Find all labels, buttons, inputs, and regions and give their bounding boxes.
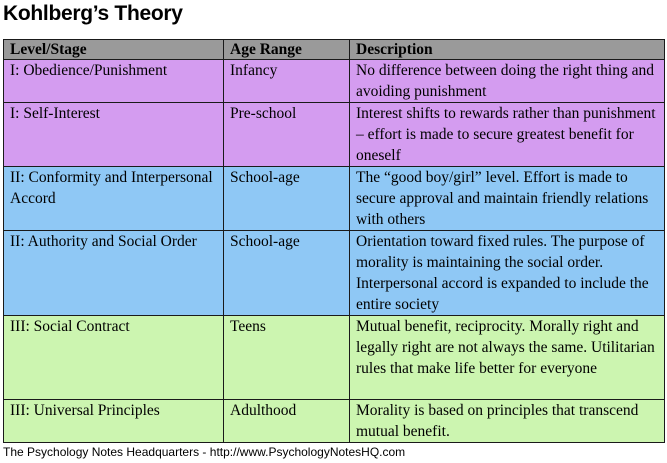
description-cell: The “good boy/girl” level. Effort is made to secure approval and maintain friendly relations with others [350, 167, 665, 231]
description-cell: Mutual benefit, reciprocity. Morally right and legally right are not always the same. Utilitarian rules that make life better for everyone [350, 316, 665, 400]
table-row [4, 60, 665, 103]
stage-cell: III: Universal Principles [4, 400, 224, 443]
table-row [4, 231, 665, 316]
header-age-range: Age Range [224, 40, 350, 60]
age-cell: Infancy [224, 60, 350, 103]
source-footer: The Psychology Notes Headquarters - http://www.PsychologyNotesHQ.com [3, 445, 406, 459]
table-row [4, 316, 665, 400]
description-cell: Orientation toward fixed rules. The purpose of morality is maintaining the social order. Interpersonal accord is expanded to include the entire society [350, 231, 665, 316]
stage-cell: II: Authority and Social Order [4, 231, 224, 316]
table-header-row [4, 40, 665, 60]
stage-cell: III: Social Contract [4, 316, 224, 400]
kohlberg-stages-table [3, 39, 665, 443]
stage-cell: I: Self-Interest [4, 103, 224, 167]
description-cell: Interest shifts to rewards rather than punishment – effort is made to secure greatest benefit for oneself [350, 103, 665, 167]
age-cell: School-age [224, 231, 350, 316]
age-cell: Adulthood [224, 400, 350, 443]
header-description: Description [350, 40, 665, 60]
table-row [4, 103, 665, 167]
age-cell: School-age [224, 167, 350, 231]
stage-cell: II: Conformity and Interpersonal Accord [4, 167, 224, 231]
description-cell: Morality is based on principles that transcend mutual benefit. [350, 400, 665, 443]
table-row [4, 400, 665, 443]
table-row [4, 167, 665, 231]
header-level-stage: Level/Stage [4, 40, 224, 60]
stage-cell: I: Obedience/Punishment [4, 60, 224, 103]
age-cell: Pre-school [224, 103, 350, 167]
age-cell: Teens [224, 316, 350, 400]
description-cell: No difference between doing the right thing and avoiding punishment [350, 60, 665, 103]
page-title: Kohlberg’s Theory [3, 2, 183, 25]
